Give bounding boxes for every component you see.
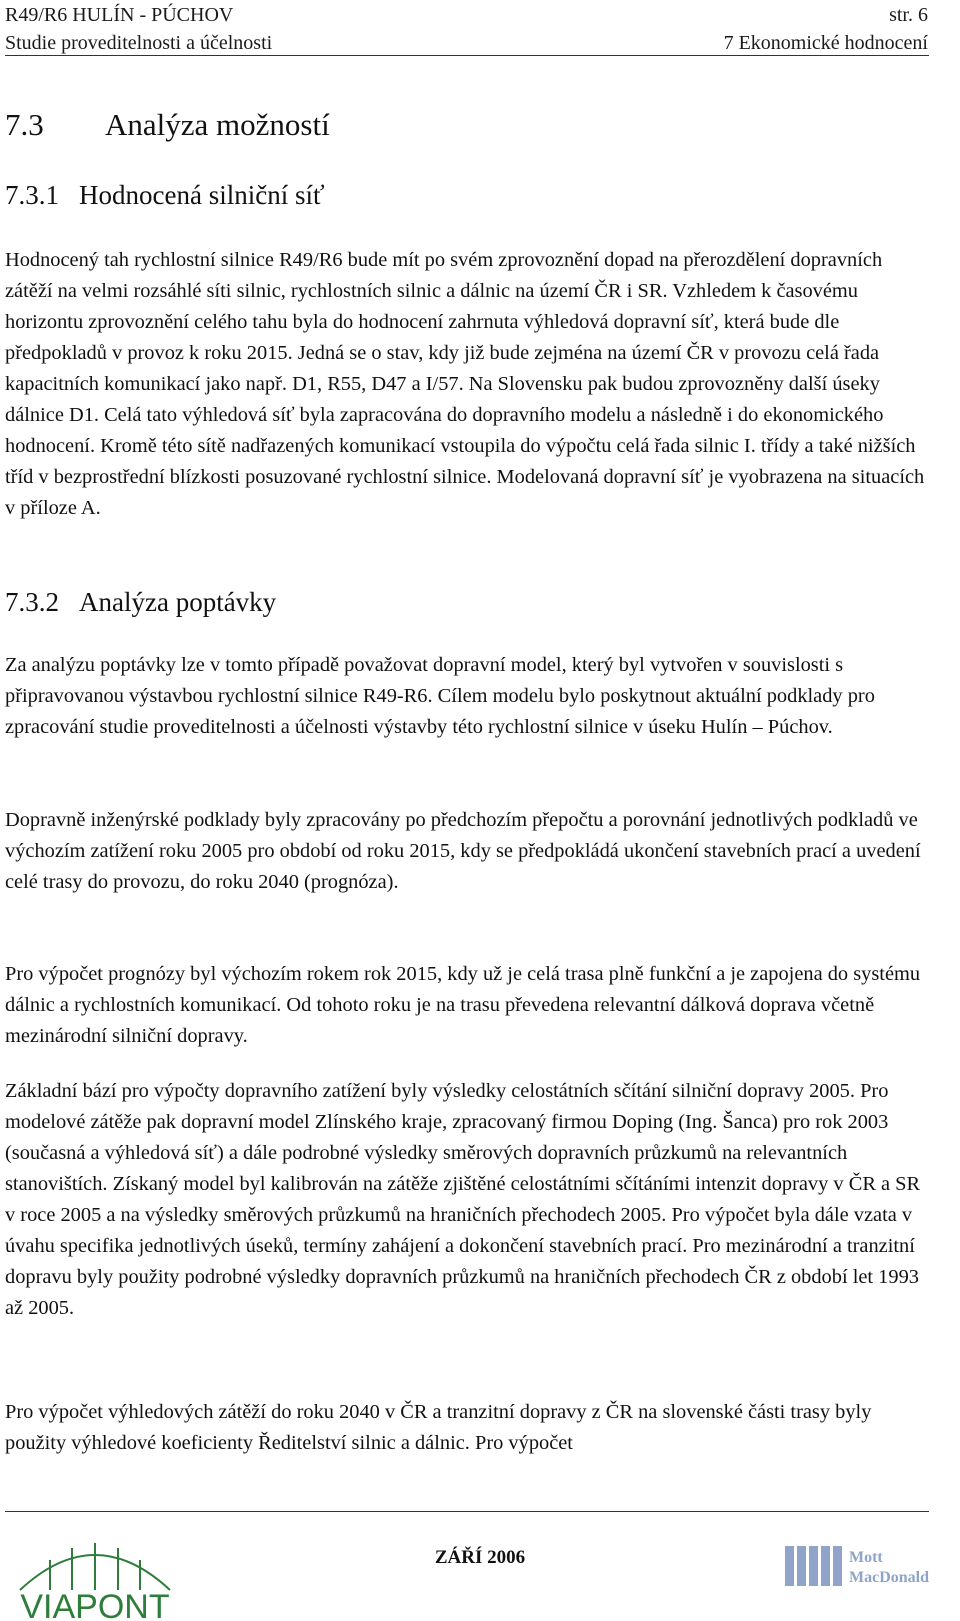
subsection-heading-1 <box>5 179 325 211</box>
paragraph-demand-model: Za analýzu poptávky lze v tomto případě považovat dopravní model, který byl vytvořen v souvislosti s připravovanou výstavbou rychlostní silnice R49-R6. Cílem modelu bylo poskytnout aktuální podklady pro zpracování studie proveditelnosti a účelnosti výstavby této rychlostní silnice v úseku Hulín – Púchov. <box>5 654 875 738</box>
subsection-1-number: 7.3.1 <box>5 180 59 210</box>
mott-macdonald-logo <box>785 1538 930 1588</box>
header-chapter-title: 7 Ekonomické hodnocení <box>723 32 928 54</box>
paragraph-road-network: Hodnocený tah rychlostní silnice R49/R6 bude mít po svém zprovoznění dopad na přerozdělení dopravních zátěží na velmi rozsáhlé síti silnic, rychlostních silnic a dálnic na území ČR i SR. Vzhledem k časovému horizontu zprovoznění celého tahu byla do hodnocení zahrnuta výhledová dopravní síť, která bude dle předpokladů v provoz k roku 2015. Jedná se o stav, kdy již bude zejména na území ČR v provozu celá řada kapacitních komunikací jako např. D1, R55, D47 a I/57. Na Slovensku pak budou zprovozněny další úseky dálnice D1. Celá tato výhledová síť byla zapracována do dopravního modelu a následně i do ekonomického hodnocení. Kromě této sítě nadřazených komunikací vstoupila do výpočtu celá řada silnic I. třídy a také nižších tříd v bezprostřední blízkosti posuzované rychlostní silnice. Modelovaná dopravní síť je vyobrazena na situacích v příloze A. <box>5 249 925 519</box>
subsection-2-title: Analýza poptávky <box>79 587 277 617</box>
paragraph-engineering-data: Dopravně inženýrské podklady byly zpracovány po předchozím přepočtu a porovnání jednotlivých podkladů ve výchozím zatížení roku 2005 pro období od roku 2015, kdy se předpokládá ukončení stavebních prací a uvedení celé trasy do provozu, do roku 2040 (prognóza). <box>5 809 921 893</box>
header-study-title: Studie proveditelnosti a účelnosti <box>5 32 273 54</box>
header-project-title: R49/R6 HULÍN - PÚCHOV <box>5 4 234 26</box>
header-page-number: str. 6 <box>889 4 928 26</box>
subsection-heading-2 <box>5 586 276 618</box>
section-number: 7.3 <box>5 107 44 142</box>
mott-logo-line2: MacDonald <box>849 1569 929 1586</box>
section-heading <box>5 107 330 143</box>
viapont-logo-text: VIAPONT <box>20 1588 170 1621</box>
footer-divider <box>5 1511 929 1512</box>
subsection-1-title: Hodnocená silniční síť <box>79 180 325 210</box>
header-divider <box>5 55 929 56</box>
subsection-2-number: 7.3.2 <box>5 587 59 617</box>
section-title: Analýza možností <box>105 107 330 142</box>
paragraph-outlook-coefficients: Pro výpočet výhledových zátěží do roku 2040 v ČR a tranzitní dopravy z ČR na slovenské části trasy byly použity výhledové koeficienty Ředitelství silnic a dálnic. Pro výpočet <box>5 1401 872 1454</box>
mott-logo-line1: Mott <box>849 1549 883 1566</box>
footer-date: ZÁŘÍ 2006 <box>434 1547 526 1568</box>
viapont-logo <box>10 1530 180 1621</box>
paragraph-traffic-load-basis: Základní bází pro výpočty dopravního zatížení byly výsledky celostátních sčítání silniční dopravy 2005. Pro modelové zátěže pak dopravní model Zlínského kraje, zpracovaný firmou Doping (Ing. Šanca) pro rok 2003 (současná a výhledová síť) a dále podrobné výsledky směrových dopravních průzkumů na relevantních stanovištích. Získaný model byl kalibrován na zátěže zjištěné celostátními sčítáními intenzit dopravy v ČR a SR v roce 2005 a na výsledky směrových průzkumů na hraničních přechodech 2005. Pro výpočet byla dále vzata v úvahu specifika jednotlivých úseků, termíny zahájení a dokončení stavebních prací. Pro mezinárodní a tranzitní dopravu byly použity podrobné výsledky dopravních průzkumů na hraničních přechodech ČR z období let 1993 až 2005. <box>5 1080 921 1319</box>
paragraph-forecast-base-year: Pro výpočet prognózy byl výchozím rokem rok 2015, kdy už je celá trasa plně funkční a je zapojena do systému dálnic a rychlostních komunikací. Od tohoto roku je na trasu převedena relevantní dálková doprava včetně mezinárodní silniční dopravy. <box>5 963 921 1047</box>
